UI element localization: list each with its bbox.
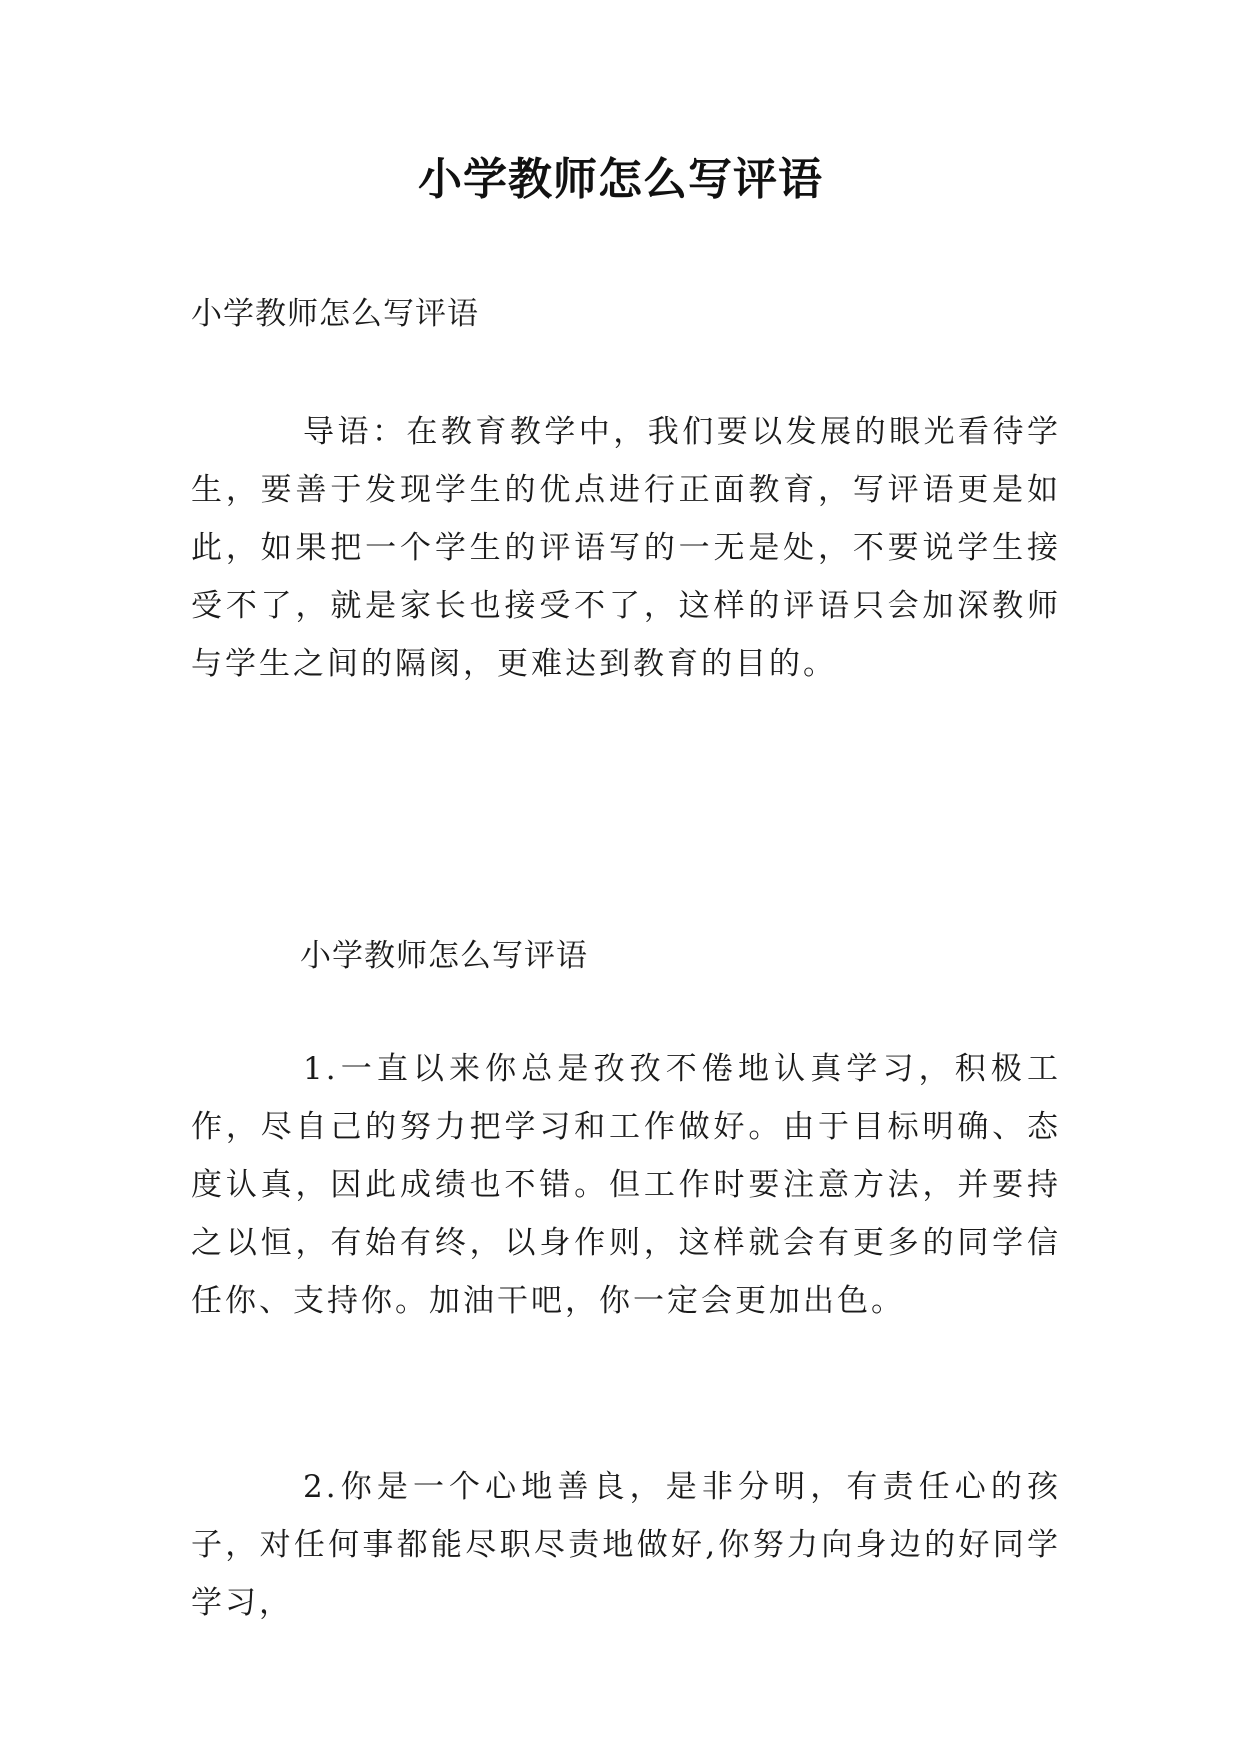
section-heading: 小学教师怎么写评语 <box>300 938 588 974</box>
comment-item-1: 1.一直以来你总是孜孜不倦地认真学习，积极工作，尽自己的努力把学习和工作做好。由于目标明确、态度认真，因此成绩也不错。但工作时要注意方法，并要持之以恒，有始有终，以身作则，这样就会有更多的同学信任你、支持你。加油干吧，你一定会更加出色。 <box>191 1051 1061 1319</box>
document-title: 小学教师怎么写评语 <box>418 154 823 205</box>
comment-item-2: 2.你是一个心地善良，是非分明，有责任心的孩子，对任何事都能尽职尽责地做好,你努力向身边的好同学学习， <box>191 1469 1061 1621</box>
document-subtitle: 小学教师怎么写评语 <box>191 296 479 332</box>
intro-paragraph: 导语：在教育教学中，我们要以发展的眼光看待学生，要善于发现学生的优点进行正面教育，写评语更是如此，如果把一个学生的评语写的一无是处，不要说学生接受不了，就是家长也接受不了，这样的评语只会加深教师与学生之间的隔阂，更难达到教育的目的。 <box>191 414 1061 682</box>
